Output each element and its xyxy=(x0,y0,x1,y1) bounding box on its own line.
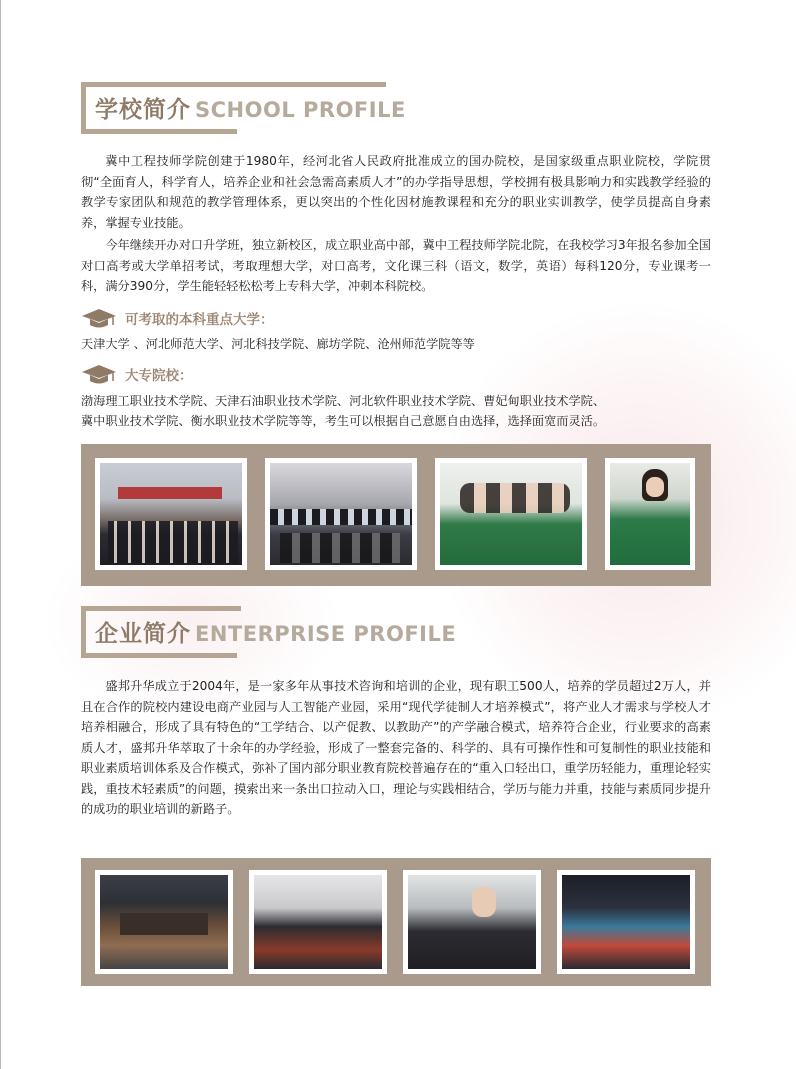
enterprise-paragraph: 盛邦升华成立于2004年，是一家多年从事技术咨询和培训的企业，现有职工500人，培养的学员超过2万人，并且在合作的院校内建设电商产业园与人工智能产业园，采用“现代学徒制人才培养模式”，将产业人才需求与学校人才培养相融合，形成了具有特色的“工学结合、以产促教、以教助产”的产学融合模式，培养符合企业，行业要求的高素质人才，盛邦升华萃取了十余年的办学经验，形成了一整套完备的、科学的、具有可操作性和可复制性的职业技能和职业素质培训体系及合作模式，弥补了国内部分职业教育院校普遍存在的“重入口轻出口，重学历轻能力，重理论轻实践，重技术轻素质”的问题，摸索出来一条出口拉动入口，理论与实践相结合，学历与能力并重，技能与素质同步提升的成功的职业培训的新路子。 xyxy=(81,679,711,816)
college-list-line-1: 渤海理工职业技术学院、天津石油职业技术学院、河北软件职业技术学院、曹妃甸职业技术学院、 xyxy=(81,394,606,408)
college-heading-label: 大专院校： xyxy=(125,368,193,384)
undergrad-heading xyxy=(81,306,274,330)
school-exam-paragraph: 今年继续开办对口升学班，独立新校区，成立职业高中部，冀中工程技师学院北院，在我校学习3年报名参加全国对口高考或大学单招考试，考取理想大学，对口高考，文化课三科（语文，数学，英语）每科120分，专业课考一科，满分390分，学生能轻轻松松考上专科大学，冲刺本科院校。 xyxy=(81,238,711,293)
school-photo-graduation xyxy=(95,458,247,570)
school-photo-student-portrait xyxy=(605,458,695,570)
school-title-cn: 学校简介 xyxy=(95,97,191,123)
undergrad-list: 天津大学 、河北师范大学、河北科技学院、廊坊学院、沧州师范学院等等 xyxy=(81,337,475,351)
school-photo-students-green xyxy=(435,458,587,570)
college-list-line-2: 冀中职业技术学院、衡水职业技术学院等等，考生可以根据自己意愿自由选择，选择面宽而灵活。 xyxy=(81,414,606,428)
enterprise-photo-computer-lab xyxy=(249,870,387,974)
school-title-en: SCHOOL PROFILE xyxy=(195,98,406,122)
school-photo-classroom xyxy=(265,458,417,570)
enterprise-photo-industrial-park xyxy=(95,870,233,974)
school-section-title xyxy=(81,82,406,136)
enterprise-photo-office xyxy=(557,870,695,974)
graduation-cap-icon xyxy=(81,307,117,329)
undergrad-heading-label: 可考取的本科重点大学： xyxy=(125,312,274,328)
enterprise-title-cn: 企业简介 xyxy=(95,621,191,647)
enterprise-photo-training xyxy=(403,870,541,974)
school-intro-paragraph: 冀中工程技师学院创建于1980年，经河北省人民政府批准成立的国办院校，是国家级重点职业院校，学院贯彻“全面育人，科学育人，培养企业和社会急需高素质人才”的办学指导思想，学校拥有极具影响力和实践教学经验的教学专家团队和规范的教学管理体系，更以突出的个性化因材施教课程和充分的职业实训教学，使学员提高自身素养，掌握专业技能。 xyxy=(81,154,711,230)
enterprise-title-en: ENTERPRISE PROFILE xyxy=(195,622,457,646)
graduation-cap-icon xyxy=(81,363,117,385)
college-heading xyxy=(81,362,193,386)
enterprise-section-title xyxy=(81,606,461,660)
